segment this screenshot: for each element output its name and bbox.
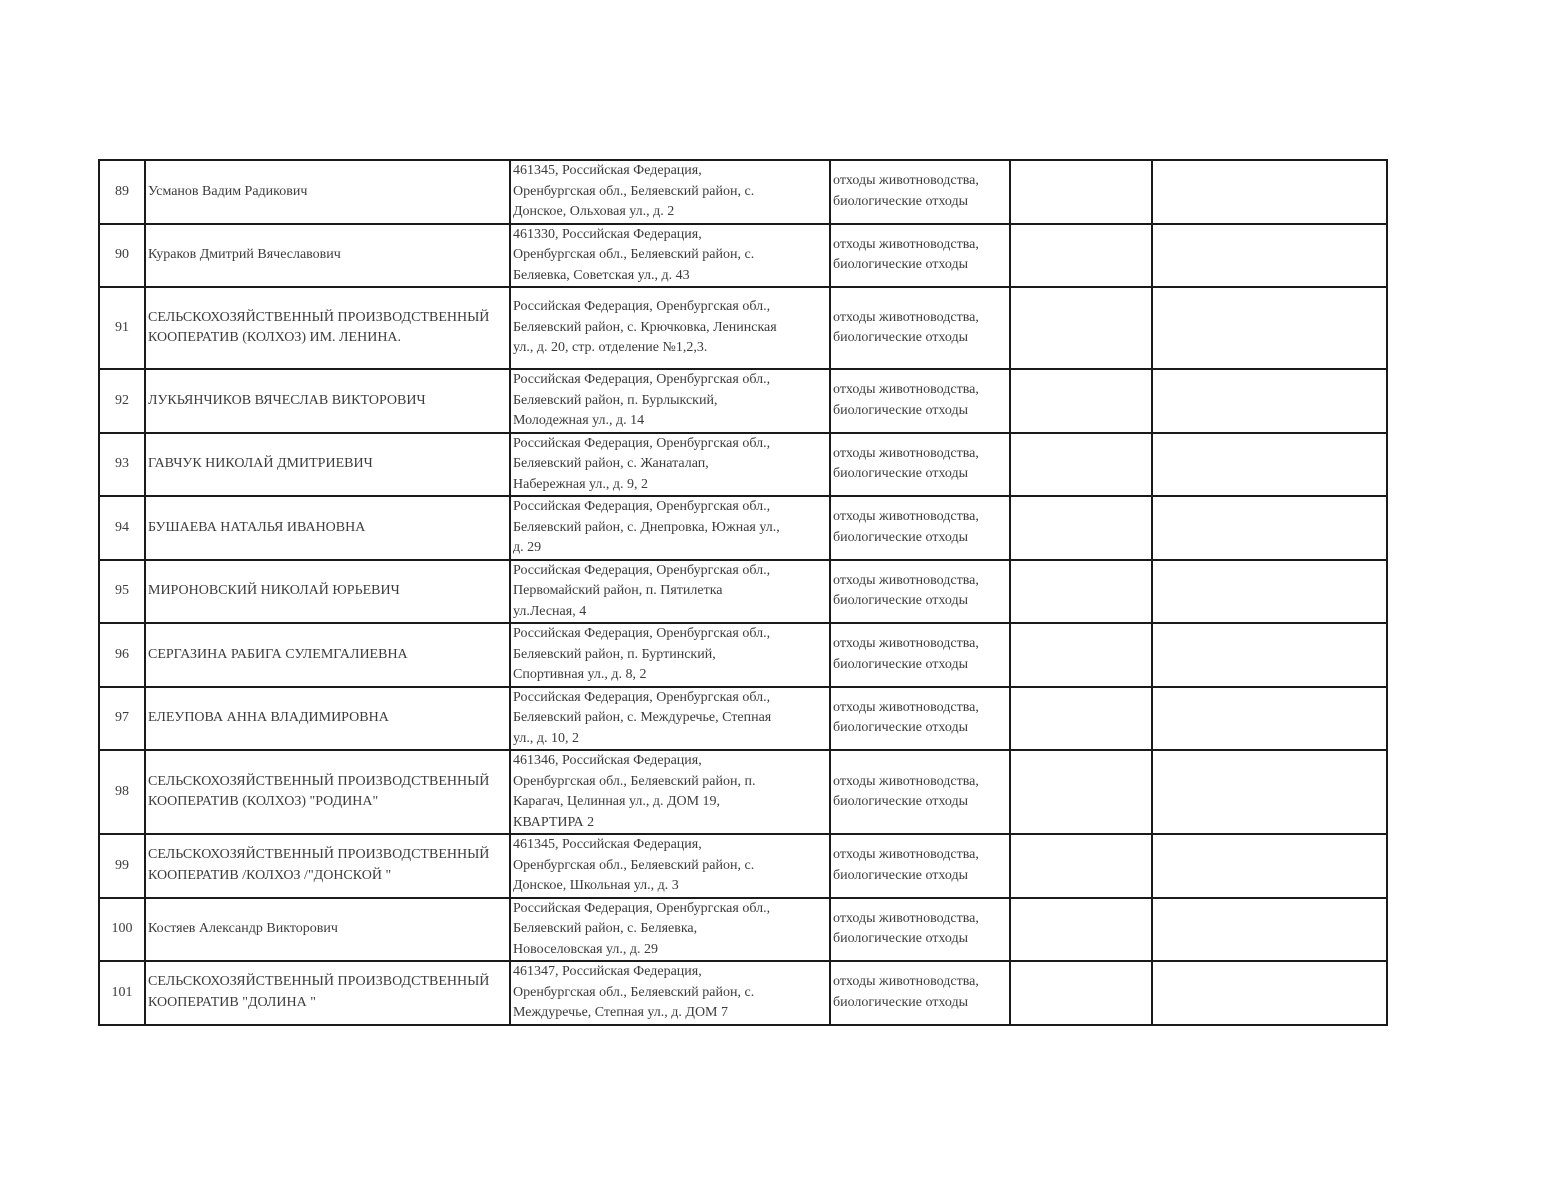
waste-type-line: отходы животноводства, [833, 636, 979, 652]
table-row [99, 623, 1387, 687]
address-line: ул.Лесная, 4 [513, 603, 587, 619]
address-line: Оренбургская обл., Беляевский район, с. [513, 183, 755, 199]
waste-type-cell [830, 560, 1010, 624]
address-line: КВАРТИРА 2 [513, 814, 595, 830]
address-line: Российская Федерация, Оренбургская обл., [513, 372, 771, 387]
empty-cell [1152, 369, 1387, 433]
empty-cell [1010, 834, 1152, 898]
empty-cell [1152, 287, 1387, 369]
waste-type-cell [830, 433, 1010, 497]
address-line: д. 29 [513, 540, 542, 555]
waste-type-line: биологические отходы [833, 593, 969, 609]
owner-name: ЕЛЕУПОВА АННА ВЛАДИМИРОВНА [145, 687, 510, 751]
address-line: Беляевский район, с. Днепровка, Южная ул., [513, 519, 780, 535]
address-line: Беляевский район, п. Буртинский, [513, 646, 716, 662]
address-line: Российская Федерация, Оренбургская обл., [513, 499, 771, 514]
empty-cell [1152, 834, 1387, 898]
empty-cell [1010, 496, 1152, 560]
empty-cell [1152, 898, 1387, 962]
waste-type-line: отходы животноводства, [833, 847, 979, 863]
address-line: Карагач, Целинная ул., д. ДОМ 19, [513, 794, 721, 809]
empty-cell [1010, 687, 1152, 751]
empty-cell [1010, 433, 1152, 497]
owner-name: Костяев Александр Викторович [145, 898, 510, 962]
waste-type-line: биологические отходы [833, 257, 969, 273]
empty-cell [1152, 961, 1387, 1025]
table-row [99, 750, 1387, 834]
waste-type-line: отходы животноводства, [833, 910, 979, 926]
row-number: 97 [99, 687, 145, 751]
table-row [99, 224, 1387, 288]
waste-type-line: биологические отходы [833, 656, 969, 672]
waste-type-cell [830, 287, 1010, 369]
waste-type-cell [830, 224, 1010, 288]
address-line: Беляевка, Советская ул., д. 43 [513, 267, 690, 283]
address-line: Новоселовская ул., д. 29 [513, 941, 659, 957]
empty-cell [1010, 961, 1152, 1025]
address-line: Оренбургская обл., Беляевский район, с. [513, 247, 755, 262]
waste-type-line: отходы животноводства, [833, 173, 979, 189]
table-row [99, 687, 1387, 751]
waste-type-line: биологические отходы [833, 402, 969, 418]
address-line: 461347, Российская Федерация, [513, 964, 702, 979]
table-row [99, 369, 1387, 433]
waste-type-line: отходы животноводства, [833, 773, 979, 789]
owner-name: СЕЛЬСКОХОЗЯЙСТВЕННЫЙ ПРОИЗВОДСТВЕННЫЙ КООПЕРАТИВ (КОЛХОЗ) "РОДИНА" [145, 750, 510, 834]
empty-cell [1010, 623, 1152, 687]
waste-type-cell [830, 687, 1010, 751]
address-cell [510, 560, 830, 624]
address-cell [510, 160, 830, 224]
row-number: 96 [99, 623, 145, 687]
waste-type-line: биологические отходы [833, 994, 969, 1010]
owner-name: БУШАЕВА НАТАЛЬЯ ИВАНОВНА [145, 496, 510, 560]
owner-name: Кураков Дмитрий Вячеславович [145, 224, 510, 288]
address-line: Российская Федерация, Оренбургская обл., [513, 626, 771, 641]
row-number: 90 [99, 224, 145, 288]
owner-name: МИРОНОВСКИЙ НИКОЛАЙ ЮРЬЕВИЧ [145, 560, 510, 624]
registry-table-body [99, 160, 1387, 1025]
address-line: Беляевский район, с. Междуречье, Степная [513, 710, 772, 725]
address-line: Беляевский район, с. Беляевка, [513, 921, 698, 936]
address-line: Российская Федерация, Оренбургская обл., [513, 435, 771, 451]
address-line: Российская Федерация, Оренбургская обл., [513, 562, 771, 578]
registry-table [98, 159, 1388, 1026]
waste-type-line: отходы животноводства, [833, 309, 979, 325]
address-cell [510, 369, 830, 433]
owner-name: СЕЛЬСКОХОЗЯЙСТВЕННЫЙ ПРОИЗВОДСТВЕННЫЙ КООПЕРАТИВ /КОЛХОЗ /"ДОНСКОЙ " [145, 834, 510, 898]
waste-type-cell [830, 898, 1010, 962]
waste-type-line: отходы животноводства, [833, 382, 979, 398]
waste-type-line: биологические отходы [833, 193, 969, 209]
empty-cell [1152, 224, 1387, 288]
waste-type-line: отходы животноводства, [833, 509, 979, 525]
address-cell [510, 623, 830, 687]
row-number: 95 [99, 560, 145, 624]
address-line: Донское, Школьная ул., д. 3 [513, 878, 679, 893]
row-number: 94 [99, 496, 145, 560]
owner-name: СЕЛЬСКОХОЗЯЙСТВЕННЫЙ ПРОИЗВОДСТВЕННЫЙ КООПЕРАТИВ (КОЛХОЗ) ИМ. ЛЕНИНА. [145, 287, 510, 369]
table-row [99, 433, 1387, 497]
address-cell [510, 687, 830, 751]
table-row [99, 496, 1387, 560]
address-cell [510, 224, 830, 288]
address-line: Первомайский район, п. Пятилетка [513, 583, 723, 598]
address-line: Беляевский район, с. Жанаталап, [513, 456, 709, 471]
address-cell [510, 961, 830, 1025]
address-line: ул., д. 10, 2 [513, 730, 579, 746]
address-line: 461345, Российская Федерация, [513, 163, 702, 178]
address-cell [510, 898, 830, 962]
address-cell [510, 496, 830, 560]
waste-type-cell [830, 369, 1010, 433]
empty-cell [1010, 160, 1152, 224]
row-number: 99 [99, 834, 145, 898]
address-line: ул., д. 20, стр. отделение №1,2,3. [513, 340, 708, 356]
row-number: 92 [99, 369, 145, 433]
waste-type-line: биологические отходы [833, 867, 969, 883]
waste-type-line: отходы животноводства, [833, 236, 979, 252]
waste-type-line: отходы животноводства, [833, 699, 979, 715]
owner-name: ГАВЧУК НИКОЛАЙ ДМИТРИЕВИЧ [145, 433, 510, 497]
waste-type-line: биологические отходы [833, 720, 969, 736]
empty-cell [1152, 623, 1387, 687]
address-line: 461346, Российская Федерация, [513, 753, 702, 768]
empty-cell [1152, 496, 1387, 560]
address-line: Российская Федерация, Оренбургская обл., [513, 299, 771, 315]
address-line: Оренбургская обл., Беляевский район, п. [513, 773, 756, 789]
empty-cell [1010, 287, 1152, 369]
waste-type-line: биологические отходы [833, 931, 969, 947]
address-line: Российская Федерация, Оренбургская обл., [513, 689, 771, 705]
owner-name: СЕРГАЗИНА РАБИГА СУЛЕМГАЛИЕВНА [145, 623, 510, 687]
waste-type-line: биологические отходы [833, 330, 969, 345]
address-line: Молодежная ул., д. 14 [513, 413, 645, 428]
empty-cell [1010, 369, 1152, 433]
owner-name: ЛУКЬЯНЧИКОВ ВЯЧЕСЛАВ ВИКТОРОВИЧ [145, 369, 510, 433]
waste-type-cell [830, 834, 1010, 898]
address-cell [510, 834, 830, 898]
waste-type-line: отходы животноводства, [833, 445, 979, 461]
empty-cell [1152, 160, 1387, 224]
address-line: Беляевский район, п. Бурлыкский, [513, 392, 718, 408]
table-row [99, 560, 1387, 624]
address-cell [510, 287, 830, 369]
table-row [99, 160, 1387, 224]
address-cell [510, 750, 830, 834]
row-number: 89 [99, 160, 145, 224]
waste-type-line: отходы животноводства, [833, 974, 979, 990]
table-row [99, 834, 1387, 898]
address-cell [510, 433, 830, 497]
waste-type-line: биологические отходы [833, 529, 969, 545]
owner-name: СЕЛЬСКОХОЗЯЙСТВЕННЫЙ ПРОИЗВОДСТВЕННЫЙ КООПЕРАТИВ "ДОЛИНА " [145, 961, 510, 1025]
address-line: Донское, Ольховая ул., д. 2 [513, 204, 675, 219]
empty-cell [1152, 687, 1387, 751]
row-number: 98 [99, 750, 145, 834]
address-line: Набережная ул., д. 9, 2 [513, 476, 649, 492]
address-line: Оренбургская обл., Беляевский район, с. [513, 857, 755, 873]
waste-type-cell [830, 961, 1010, 1025]
row-number: 100 [99, 898, 145, 962]
empty-cell [1152, 560, 1387, 624]
table-row [99, 287, 1387, 369]
empty-cell [1010, 750, 1152, 834]
address-line: Российская Федерация, Оренбургская обл., [513, 900, 771, 916]
row-number: 93 [99, 433, 145, 497]
empty-cell [1152, 750, 1387, 834]
row-number: 91 [99, 287, 145, 369]
address-line: Беляевский район, с. Крючковка, Ленинская [513, 319, 777, 335]
row-number: 101 [99, 961, 145, 1025]
waste-type-cell [830, 750, 1010, 834]
address-line: 461330, Российская Федерация, [513, 226, 702, 242]
waste-type-line: биологические отходы [833, 794, 969, 809]
table-row [99, 961, 1387, 1025]
empty-cell [1010, 898, 1152, 962]
waste-type-line: отходы животноводства, [833, 572, 979, 588]
table-row [99, 898, 1387, 962]
empty-cell [1010, 224, 1152, 288]
address-line: Междуречье, Степная ул., д. ДОМ 7 [513, 1005, 729, 1020]
waste-type-line: биологические отходы [833, 466, 969, 482]
owner-name: Усманов Вадим Радикович [145, 160, 510, 224]
address-line: 461345, Российская Федерация, [513, 837, 702, 852]
empty-cell [1152, 433, 1387, 497]
address-line: Спортивная ул., д. 8, 2 [513, 667, 647, 682]
address-line: Оренбургская обл., Беляевский район, с. [513, 984, 755, 1000]
waste-type-cell [830, 496, 1010, 560]
waste-type-cell [830, 160, 1010, 224]
empty-cell [1010, 560, 1152, 624]
waste-type-cell [830, 623, 1010, 687]
